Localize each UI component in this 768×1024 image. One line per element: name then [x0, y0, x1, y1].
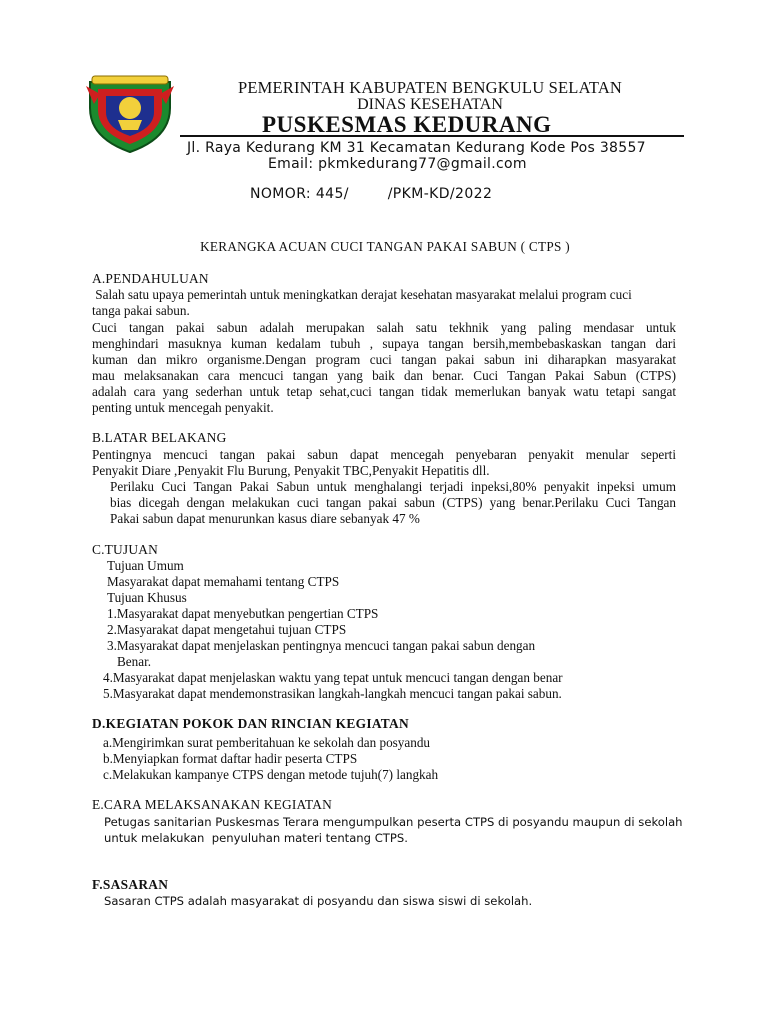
- kegiatan-line: a.Mengirimkan surat pemberitahuan ke sekolah dan posyandu: [103, 735, 431, 750]
- latar-belakang-line: Pakai sabun dapat menurunkan kasus diare sebanyak 47 %: [110, 511, 420, 526]
- section-heading-latar-belakang: B.LATAR BELAKANG: [92, 430, 227, 445]
- header-address: Jl. Raya Kedurang KM 31 Kecamatan Kedurang Kode Pos 38557: [187, 140, 646, 156]
- pendahuluan-line: menghindari masuknya kuman kedalam tubuh , supaya tangan bersih,membebaskaskan tangan dari: [92, 336, 676, 351]
- pendahuluan-line: adalah cara yang sederhan untuk tetap sehat,cuci tangan tidak memerlukan banyak watu tetapi sangat: [92, 384, 676, 399]
- pendahuluan-line: Cuci tangan pakai sabun adalah merupakan salah satu tekhnik yang paling mendasar untuk: [92, 320, 676, 335]
- section-heading-sasaran: F.SASARAN: [92, 877, 169, 892]
- tujuan-line: Masyarakat dapat memahami tentang CTPS: [107, 574, 340, 589]
- section-heading-cara-melaksanakan: E.CARA MELAKSANAKAN KEGIATAN: [92, 797, 332, 812]
- pendahuluan-line: tanga pakai sabun.: [92, 303, 190, 318]
- bengkulu-selatan-emblem-logo: [84, 74, 176, 154]
- latar-belakang-line: Penyakit Diare ,Penyakit Flu Burung, Penyakit TBC,Penyakit Hepatitis dll.: [92, 463, 490, 478]
- tujuan-line: 3.Masyarakat dapat menjelaskan pentingnya mencuci tangan pakai sabun dengan: [107, 638, 536, 653]
- pendahuluan-line: Salah satu upaya pemerintah untuk meningkatkan derajat kesehatan masyarakat melalui program cuci: [92, 287, 632, 302]
- tujuan-line: Tujuan Khusus: [107, 590, 187, 605]
- tujuan-line: Tujuan Umum: [107, 558, 184, 573]
- latar-belakang-line: Pentingnya mencuci tangan pakai sabun dapat mencegah penyebaran penyakit menular seperti: [92, 447, 676, 462]
- pendahuluan-line: penting untuk mencegah penyakit.: [92, 400, 274, 415]
- section-heading-tujuan: C.TUJUAN: [92, 542, 158, 557]
- header-email: Email: pkmkedurang77@gmail.com: [268, 156, 527, 172]
- document-title: KERANGKA ACUAN CUCI TANGAN PAKAI SABUN ( CTPS ): [200, 239, 570, 254]
- letter-number: NOMOR: 445/ /PKM-KD/2022: [250, 186, 493, 202]
- latar-belakang-line: bias dicegah dengan melakukan cuci tangan pakai sabun (CTPS) yang benar.Perilaku Cuci Tangan: [110, 495, 676, 510]
- header-government: PEMERINTAH KABUPATEN BENGKULU SELATAN: [237, 78, 623, 97]
- header-divider: [180, 135, 684, 137]
- pendahuluan-line: mau melaksanakan cara mencuci tangan yang baik dan benar. Cuci Tangan Pakai Sabun (CTPS): [92, 368, 676, 383]
- kegiatan-line: c.Melakukan kampanye CTPS dengan metode tujuh(7) langkah: [103, 767, 439, 782]
- tujuan-line: Benar.: [117, 654, 152, 669]
- cara-melaksanakan-line: Petugas sanitarian Puskesmas Terara mengumpulkan peserta CTPS di posyandu maupun di sekolah: [104, 815, 683, 829]
- cara-melaksanakan-line: untuk melakukan penyuluhan materi tentang CTPS.: [104, 831, 408, 845]
- header-department: DINAS KESEHATAN: [357, 96, 503, 113]
- sasaran-line: Sasaran CTPS adalah masyarakat di posyandu dan siswa siswi di sekolah.: [104, 894, 533, 908]
- section-heading-kegiatan-pokok: D.KEGIATAN POKOK DAN RINCIAN KEGIATAN: [92, 716, 409, 731]
- tujuan-line: 2.Masyarakat dapat mengetahui tujuan CTPS: [107, 622, 347, 637]
- kegiatan-line: b.Menyiapkan format daftar hadir peserta CTPS: [103, 751, 358, 766]
- tujuan-line: 4.Masyarakat dapat menjelaskan waktu yang tepat untuk mencuci tangan dengan benar: [103, 670, 563, 685]
- pendahuluan-line: kuman dan mikro organisme.Dengan program cuci tangan pakai sabun ini diharapkan masyarakat: [92, 352, 676, 367]
- latar-belakang-line: Perilaku Cuci Tangan Pakai Sabun untuk menghalangi terjadi inpeksi,80% penyakit inpeksi umum: [110, 479, 676, 494]
- tujuan-line: 5.Masyarakat dapat mendemonstrasikan langkah-langkah mencuci tangan pakai sabun.: [103, 686, 562, 701]
- section-heading-pendahuluan: A.PENDAHULUAN: [92, 271, 209, 286]
- tujuan-line: 1.Masyarakat dapat menyebutkan pengertian CTPS: [107, 606, 379, 621]
- header-puskesmas: PUSKESMAS KEDURANG: [262, 112, 552, 137]
